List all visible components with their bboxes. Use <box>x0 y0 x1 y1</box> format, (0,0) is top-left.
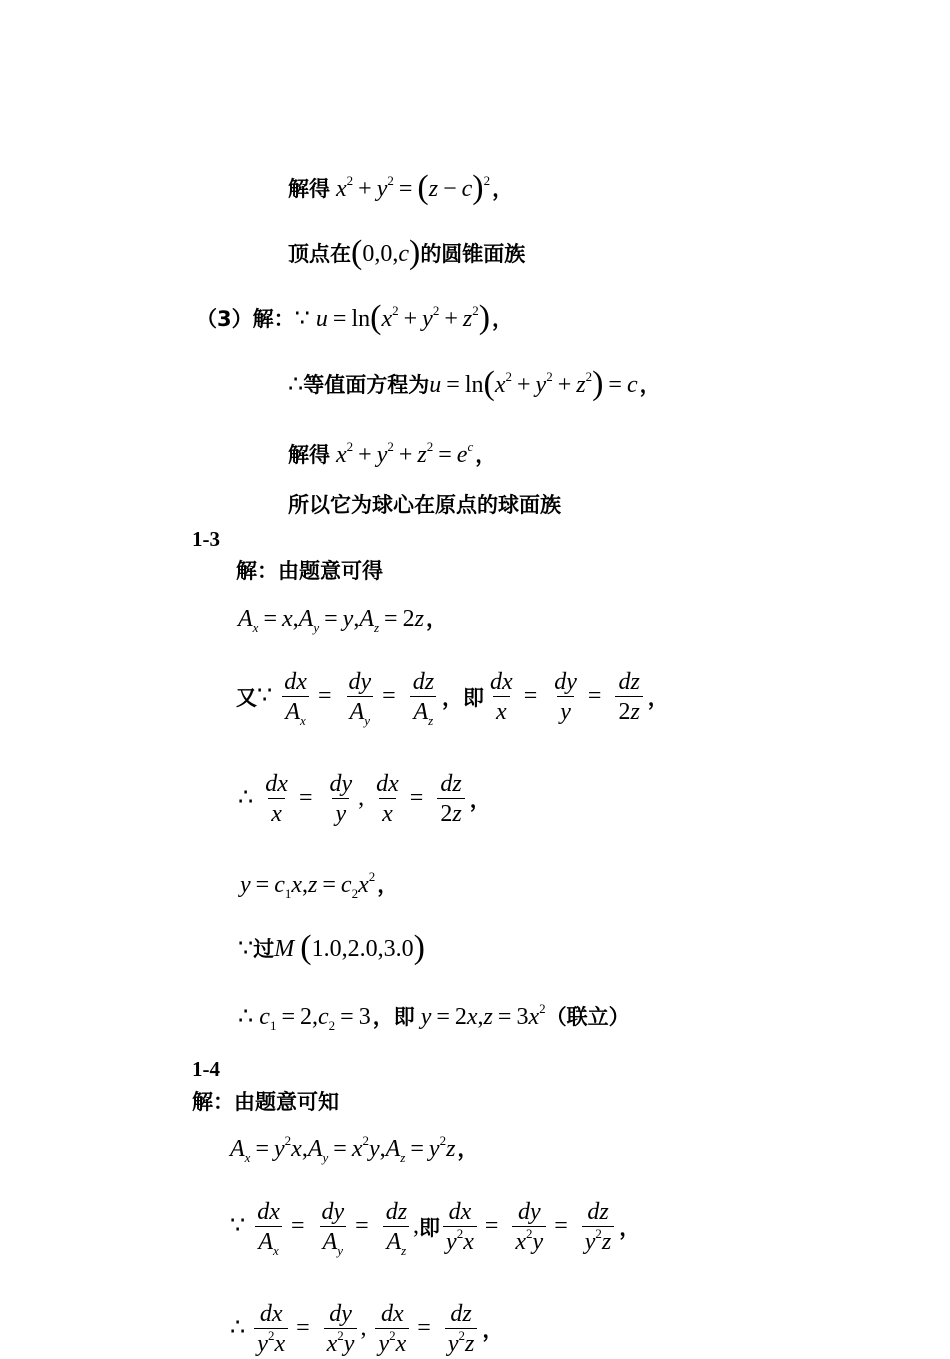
comma: ， <box>377 873 399 897</box>
section-heading-1-4 <box>192 1054 220 1084</box>
comma: ， <box>425 607 447 631</box>
eq-line-10 <box>238 770 491 829</box>
equation-result: $y = 2x,z = 3x^2$ <box>414 1001 546 1030</box>
comma: ， <box>442 685 464 710</box>
label-jiede: 解得 <box>288 177 330 201</box>
label-ji: 即 <box>463 685 485 710</box>
eq-line-9 <box>236 668 669 727</box>
therefore-symbol: ∴ <box>288 372 304 398</box>
label-lianli: （联立） <box>545 1005 630 1029</box>
vertex-point: (0,0,c) <box>351 234 421 271</box>
equation-constants: ∴ $c_1 = 2,c_2 = 3$ <box>238 1004 371 1033</box>
equation-components-2: $A_x = y^2x,A_y = x^2y,A_z = y^2z$ <box>230 1133 456 1165</box>
comma: ， <box>475 443 497 467</box>
label-guo: 过 <box>253 937 275 961</box>
comma: ， <box>482 1317 504 1342</box>
comma: ， <box>372 1005 394 1029</box>
equation-solutions: $y = c_1x,z = c_2x^2$ <box>240 869 376 901</box>
equation-separated-2: ∴ $\frac{dx}{y^2x}$ = $\frac{dy}{x^2y}$ , $\frac{dx}{y^2x}$ = $\frac{dz}{y^2z}$ <box>230 1300 480 1359</box>
eq-line-8 <box>238 604 447 634</box>
equation-separated: ∴ $\frac{dx}{x}$ = $\frac{dy}{y}$ , $\frac{dx}{x}$ = $\frac{dz}{2z}$ <box>238 770 468 829</box>
eq-line-12 <box>238 929 425 966</box>
label-cone-family: 的圆锥面族 <box>420 242 526 266</box>
comma: ， <box>639 373 661 397</box>
heading-text: 1-3 <box>192 527 220 551</box>
part-3-label: （3）解： <box>196 307 295 331</box>
label-sphere-family: 所以它为球心在原点的球面族 <box>288 493 561 517</box>
comma: ， <box>457 1137 479 1161</box>
equation-field-lines-2: ∵ $\frac{dx}{A_x}$ = $\frac{dy}{A_y}$ = $\frac{dz}{A_z}$ , <box>230 1199 420 1258</box>
eq-line-1 <box>288 169 514 206</box>
comma: ， <box>647 685 669 710</box>
heading-text: 1-4 <box>192 1057 220 1081</box>
eq-line-15 <box>230 1134 478 1164</box>
label-youti-kezhi: 解：由题意可知 <box>192 1090 339 1114</box>
section-heading-1-3 <box>192 524 220 554</box>
equation-components: $A_x = x,A_y = y,A_z = 2z$ <box>238 606 424 635</box>
eq-line-5 <box>288 440 496 470</box>
comma: ， <box>492 307 514 331</box>
equation-field-lines: ∵ $\frac{dx}{A_x}$ = $\frac{dy}{A_y}$ = $\frac{dz}{A_z}$ <box>257 668 440 727</box>
label-ji-2: 即 <box>393 1005 415 1029</box>
equation-field-lines-sub-2: $\frac{dx}{y^2x}$ = $\frac{dy}{x^2y}$ = $\frac{dz}{y^2z}$ <box>440 1198 617 1257</box>
eq-line-17 <box>230 1300 503 1359</box>
eq-line-6 <box>288 490 561 520</box>
label-dingdian: 顶点在 <box>288 242 351 266</box>
eq-line-16 <box>230 1198 640 1257</box>
eq-line-4 <box>288 365 661 402</box>
equation-cone: $x^2 + y^2 = (z - c)^2$ <box>330 169 491 206</box>
eq-line-2 <box>288 234 526 271</box>
comma: ， <box>469 787 491 812</box>
eq-line-14 <box>192 1087 339 1117</box>
label-you: 又 <box>236 685 257 710</box>
eq-line-13 <box>238 1002 630 1032</box>
eq-line-3 <box>196 299 514 336</box>
point-M: M (1.0,2.0,3.0) <box>274 929 425 966</box>
eq-line-7 <box>236 556 383 586</box>
equation-field-lines-sub: $\frac{dx}{x}$ = $\frac{dy}{y}$ = $\frac{dz}{2z}$ <box>484 668 646 727</box>
comma: ， <box>492 177 514 201</box>
because-symbol: ∵ <box>238 936 254 962</box>
label-youti-kede: 解：由题意可得 <box>236 559 383 583</box>
label-jiede-2: 解得 <box>288 443 330 467</box>
equation-level: $u = \ln(x^2 + y^2 + z^2) = c$ <box>429 365 638 402</box>
label-ji-3: 即 <box>419 1215 441 1240</box>
equation-sphere: $x^2 + y^2 + z^2 = e^c$ <box>330 439 474 468</box>
comma: ， <box>619 1215 641 1240</box>
eq-line-11 <box>240 870 398 900</box>
label-dengzhi: 等值面方程为 <box>303 373 430 397</box>
equation-u: ∵ $u = \ln(x^2 + y^2 + z^2)$ <box>294 299 491 336</box>
